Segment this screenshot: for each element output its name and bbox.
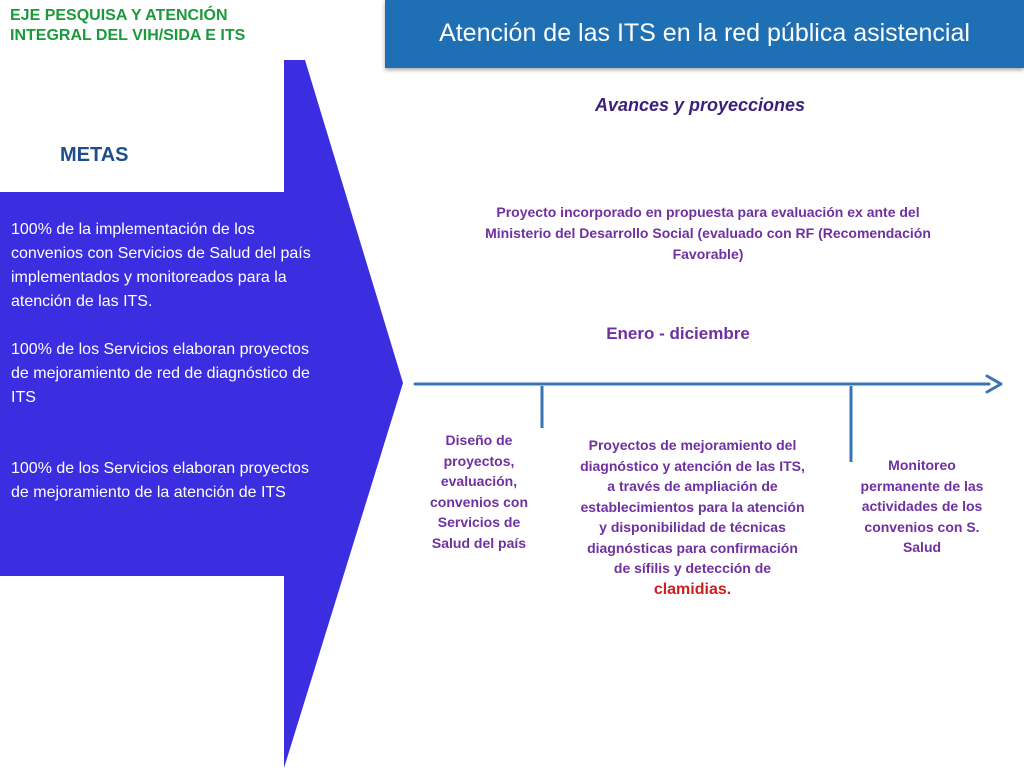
eje-title [10, 6, 310, 46]
page-title: Atención de las ITS en la red pública asistencial [439, 19, 970, 47]
metas-arrow-shape [0, 60, 405, 768]
meta-item-3: 100% de los Servicios elaboran proyectos de mejoramiento de la atención de ITS [11, 460, 309, 501]
meta-item-1: 100% de la implementación de los convenios con Servicios de Salud del país implementados y monitoreados para la atención de las ITS. [11, 221, 311, 310]
eje-title-line1: EJE PESQUISA Y ATENCIÓN [10, 7, 228, 24]
meta-item-2: 100% de los Servicios elaboran proyectos de mejoramiento de red de diagnóstico de ITS [11, 341, 310, 406]
timeline-col-2-main: Proyectos de mejoramiento del diagnóstico y atención de las ITS, a través de ampliación de establecimientos para la atención y disponibilidad de técnicas diagnósticas para confirmación de sífilis y detección de [580, 437, 805, 576]
header-bar [385, 0, 1024, 68]
proyecto-text: Proyecto incorporado en propuesta para evaluación ex ante del Ministerio del Desarrollo Social (evaluado con RF (Recomendación Favorable) [485, 204, 931, 262]
timeline-col-2 [580, 435, 805, 600]
metas-label: METAS [60, 144, 129, 166]
timeline-col-3: Monitoreo permanente de las actividades de los convenios con S. Salud [860, 457, 984, 555]
avances-title: Avances y proyecciones [594, 95, 806, 115]
timeline-col-1: Diseño de proyectos, evaluación, convenios con Servicios de Salud del país [429, 432, 529, 551]
periodo-label: Enero - diciembre [606, 324, 750, 343]
eje-title-line2: INTEGRAL DEL VIH/SIDA E ITS [10, 27, 246, 44]
timeline-col-2-highlight: clamidias. [653, 580, 732, 598]
